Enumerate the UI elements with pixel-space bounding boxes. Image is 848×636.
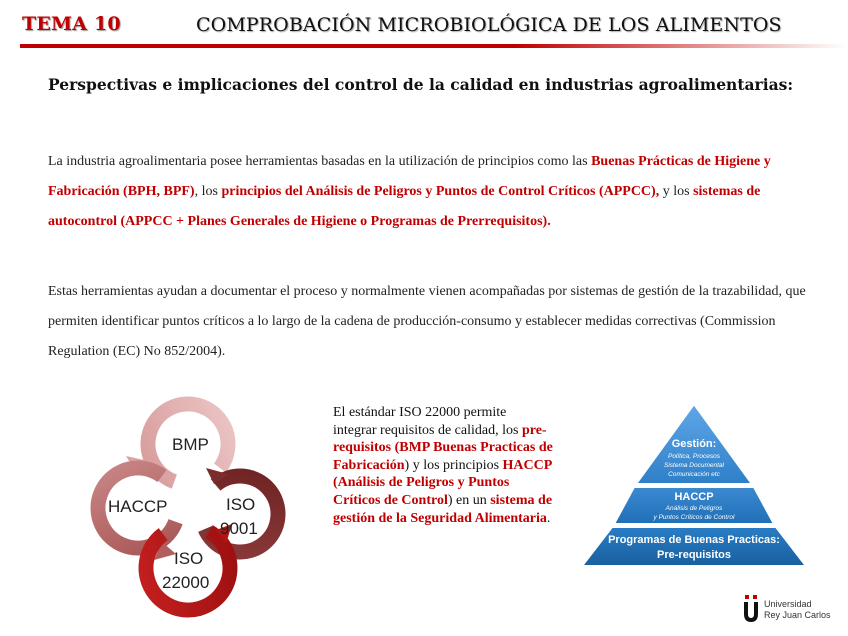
university-logo — [742, 592, 842, 632]
urjc-logo-icon — [742, 594, 760, 624]
pyramid-top-line3: Comunicación etc — [668, 471, 720, 478]
university-name — [764, 599, 831, 621]
side-text-4: . — [546, 510, 551, 526]
slide-title: COMPROBACIÓN MICROBIOLÓGICA DE LOS ALIMENTOS — [196, 14, 782, 36]
pyramid-base-line1: Programas de Buenas Practicas: — [608, 534, 780, 546]
para1-text-3: y los — [659, 184, 694, 199]
para1-text-2: , los — [194, 184, 222, 199]
label-haccp: HACCP — [108, 497, 168, 516]
label-iso9001-line2: 9001 — [220, 519, 258, 538]
header-rule — [20, 44, 846, 48]
pyramid-mid-title: HACCP — [674, 491, 714, 503]
side-highlight-prereq: pre-requisitos (BMP Buenas Practicas de Fabricación — [333, 422, 553, 473]
para1-highlight-autocontrol: sistemas de autocontrol (APPCC + Planes Generales de Higiene o Programas de Prerrequisitos). — [48, 184, 761, 229]
side-text-1: El estándar ISO 22000 permite integrar requisitos de calidad, los — [333, 405, 522, 438]
pyramid-mid-line2: y Puntos Críticos de Control — [653, 514, 735, 521]
label-iso22000-line1: ISO — [174, 549, 204, 568]
iso-description — [333, 404, 553, 527]
section-subtitle: Perspectivas e implicaciones del control de la calidad en industrias agroalimentarias: — [48, 75, 794, 94]
pyramid-base-line2: Pre-requisitos — [657, 549, 731, 561]
label-iso22000-line2: 22000 — [162, 573, 210, 592]
side-text-2: ) y los principios — [404, 457, 503, 473]
paragraph-tools — [48, 147, 808, 237]
para1-text-1: La industria agroalimentaria posee herramientas basadas en la utilización de principios como las — [48, 154, 592, 169]
pyramid-top-line2: Sistema Documental — [664, 462, 724, 469]
topic-number: TEMA 10 — [22, 13, 121, 35]
pyramid-top-title: Gestión: — [671, 438, 717, 450]
para1-highlight-appcc: principios del Análisis de Peligros y Puntos de Control Críticos (APPCC), — [221, 184, 660, 199]
university-name-line1: Universidad — [764, 599, 812, 609]
para1-highlight-bph: Buenas Prácticas de Higiene y Fabricación (BPH, BPF) — [48, 154, 771, 199]
pyramid-top-line1: Política, Procesos — [667, 453, 721, 460]
pyramid-mid-line1: Análisis de Peligros — [665, 505, 723, 512]
side-highlight-system: sistema de gestión de la Seguridad Alimentaria — [333, 492, 553, 526]
label-iso9001-line1: ISO — [226, 495, 256, 514]
university-name-line2: Rey Juan Carlos — [764, 610, 831, 620]
slide-header — [0, 0, 848, 48]
label-bmp: BMP — [172, 435, 209, 454]
paragraph-traceability: Estas herramientas ayudan a documentar el proceso y normalmente vienen acompañadas por sistemas de gestión de la trazabilidad, que permiten identificar puntos críticos a lo largo de la cadena de producción-consumo y establecer medidas correctivas (Commission Regulation (EC) No 852/2004). — [48, 284, 806, 359]
management-pyramid — [576, 402, 812, 568]
cycle-diagram — [88, 392, 302, 624]
side-text-3: ) en un — [447, 492, 491, 508]
side-highlight-haccp: HACCP (Análisis de Peligros y Puntos Críticos de Control — [333, 457, 552, 508]
